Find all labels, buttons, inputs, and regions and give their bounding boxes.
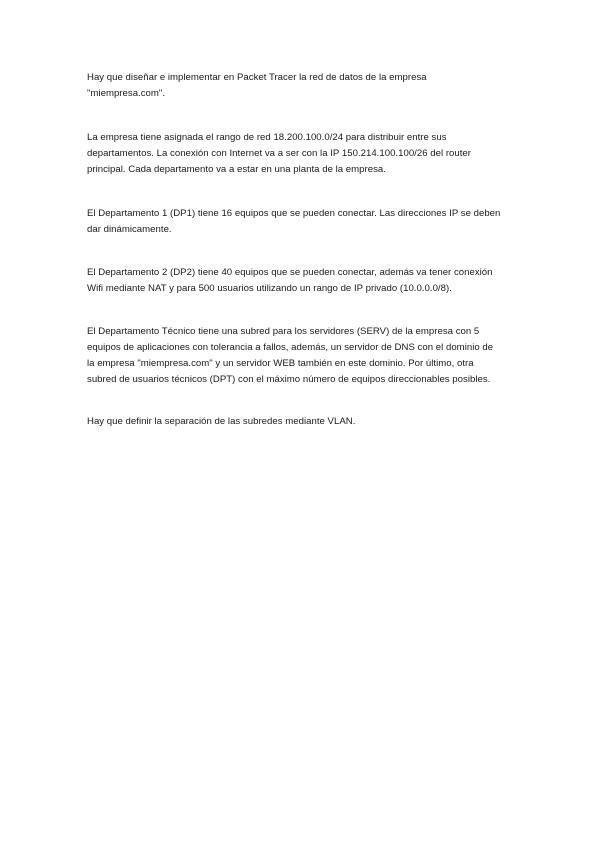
text-line: Hay que definir la separación de las subredes mediante VLAN. [87,416,356,427]
text-line: Wifi mediante NAT y para 500 usuarios utilizando un rango de IP privado (10.0.0.0/8). [87,283,452,294]
text-line: La empresa tiene asignada el rango de red 18.200.100.0/24 para distribuir entre sus [87,132,447,143]
text-line: dar dinámicamente. [87,224,172,235]
text-line: El Departamento 2 (DP2) tiene 40 equipos que se pueden conectar, además va tener conexión [87,267,493,278]
text-line: "miempresa.com". [87,88,166,99]
text-line: subred de usuarios técnicos (DPT) con el máximo número de equipos direccionables posibles. [87,374,491,385]
text-line: El Departamento 1 (DP1) tiene 16 equipos que se pueden conectar. Las direcciones IP se deben [87,208,501,219]
text-line: departamentos. La conexión con Internet va a ser con la IP 150.214.100.100/26 del router [87,148,471,159]
text-line: principal. Cada departamento va a estar en una planta de la empresa. [87,164,386,175]
paragraph-technical-department [87,324,527,388]
paragraph-vlan [87,414,527,430]
paragraph-network-range [87,130,527,178]
text-line: la empresa "miempresa.com" y un servidor WEB también en este dominio. Por último, otra [87,358,474,369]
text-line: Hay que diseñar e implementar en Packet Tracer la red de datos de la empresa [87,72,427,83]
paragraph-intro [87,70,527,102]
paragraph-department-2 [87,265,527,297]
text-line: El Departamento Técnico tiene una subred para los servidores (SERV) de la empresa con 5 [87,326,480,337]
text-line: equipos de aplicaciones con tolerancia a fallos, además, un servidor de DNS con el dominio de [87,342,494,353]
paragraph-department-1 [87,206,527,238]
